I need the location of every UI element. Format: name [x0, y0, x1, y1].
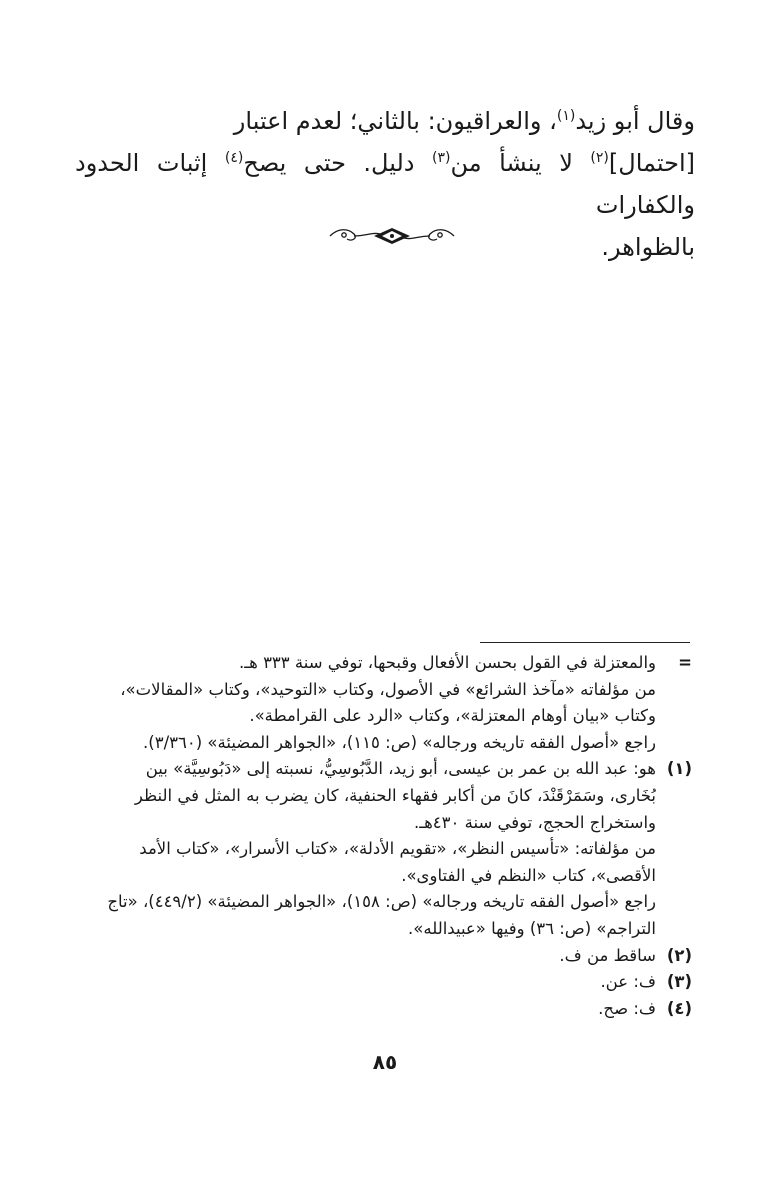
page-number: ٨٥	[372, 1050, 398, 1074]
footnote-body	[72, 996, 656, 1023]
section-ornament-icon	[322, 222, 462, 250]
continuation-mark: =	[678, 653, 692, 672]
footnote-mark-1: (١)	[666, 759, 692, 779]
footnote-mark-3: (٣)	[666, 972, 692, 992]
footnote-continuation	[72, 650, 692, 756]
footnote-line: الأقصى»، كتاب «النظم في الفتاوى».	[401, 865, 656, 885]
footnote-1	[72, 756, 692, 942]
footnote-line: من مؤلفاته «مآخذ الشرائع» في الأصول، وكتاب «التوحيد»، وكتاب «المقالات»،	[120, 679, 656, 699]
text-segment: وقال أبو زيد	[575, 107, 695, 135]
footnote-reference-2[interactable]: (٢)	[590, 150, 609, 166]
text-segment: [احتمال]	[608, 149, 695, 177]
footnote-reference-3[interactable]: (٣)	[431, 150, 451, 166]
footnote-reference-1[interactable]: (١)	[556, 108, 576, 124]
main-text-line-2	[75, 142, 695, 226]
footnote-line: من مؤلفاته: «تأسيس النظر»، «تقويم الأدلة»، «كتاب الأسرار»، «كتاب الأمد	[139, 839, 656, 859]
footnote-line: راجع «أصول الفقه تاريخه ورجاله» (ص: ١٥٨)، «الجواهر المضيئة» (٤٤٩/٢)، «تاج	[107, 892, 656, 912]
footnote-line: ساقط من ف.	[559, 945, 656, 965]
footnote-line: راجع «أصول الفقه تاريخه ورجاله» (ص: ١١٥)، «الجواهر المضيئة» (٣/٣٦٠).	[143, 732, 656, 752]
text-segment: ، والعراقيون: بالثاني؛ لعدم اعتبار	[233, 107, 557, 135]
footnote-line: وكتاب «بيان أوهام المعتزلة»، وكتاب «الرد على القرامطة».	[249, 706, 656, 726]
footnote-mark-4: (٤)	[666, 998, 692, 1018]
main-text-line-3: بالظواهر.	[601, 233, 695, 261]
footnote-3	[72, 969, 692, 996]
footnotes-block	[72, 650, 692, 1022]
footnote-line: واستخراج الحجج، توفي سنة ٤٣٠هـ.	[414, 812, 656, 832]
footnote-mark-2: (٢)	[666, 945, 692, 965]
footnote-body	[72, 943, 656, 970]
text-segment: لا ينشأ من	[450, 149, 591, 177]
footnote-4	[72, 996, 692, 1023]
text-segment: دليل. حتى يصح	[243, 149, 432, 177]
footnote-line: ف: صح.	[598, 998, 656, 1018]
footnote-2	[72, 943, 692, 970]
footnote-line: والمعتزلة في القول بحسن الأفعال وقبحها، توفي سنة ٣٣٣ هـ.	[239, 653, 656, 672]
text-segment: إثبات الحدود والكفارات	[75, 149, 695, 219]
footnote-line: التراجم» (ص: ٣٦) وفيها «عبيدالله».	[408, 918, 656, 938]
footnote-line: هو: عبد الله بن عمر بن عيسى، أبو زيد، الدَّبُوسِيُّ، نسبته إلى «دَبُوسِيَّة» بين	[145, 759, 656, 779]
footnote-body	[72, 756, 656, 942]
footnote-separator-rule	[480, 642, 690, 643]
footnote-reference-4[interactable]: (٤)	[224, 150, 244, 166]
footnote-body	[72, 969, 656, 996]
footnote-line: ف: عن.	[600, 972, 656, 992]
footnote-line: بُخَارى، وسَمَرْقَنْدَ، كانَ من أكابر فقهاء الحنفية، كان يضرب به المثل في النظر	[134, 785, 656, 805]
main-text-line-1	[75, 100, 695, 142]
footnote-body	[72, 650, 656, 756]
